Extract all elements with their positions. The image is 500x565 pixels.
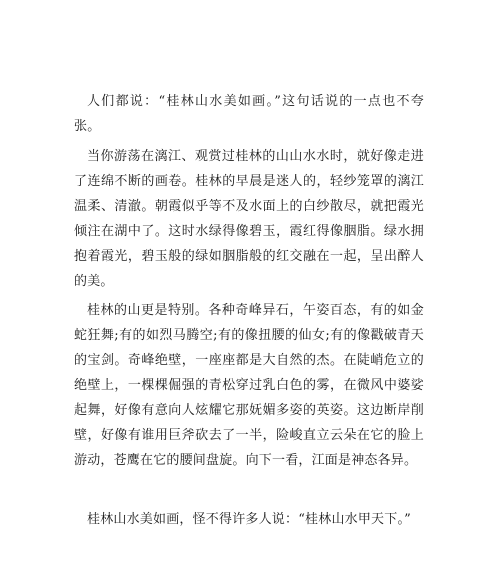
paragraph-intro: 人们都说：“桂林山水美如画。”这句话说的一点也不夸张。 bbox=[74, 94, 424, 134]
paragraph-guilin-mountains: 桂林的山更是特别。各种奇峰异石，午姿百态，有的如金蛇狂舞;有的如烈马腾空;有的像扭腰的仙女;有的像戳破青天的宝剑。奇峰绝壁，一座座都是大自然的杰。在陡峭危立的绝壁上，一棵棵倔强的青松穿过乳白色的雾，在微风中婆娑起舞，好像有意向人炫耀它那妩媚多姿的英姿。这边断岸削壁，好像有谁用巨斧砍去了一半，险峻直立云朵在它的脸上游动，苍鹰在它的腰间盘旋。向下一看，江面是神态各异。 bbox=[74, 303, 424, 468]
paragraph-lijiang-morning: 当你游荡在漓江、观赏过桂林的山山水水时，就好像走进了连绵不断的画卷。桂林的早晨是迷人的，轻纱笼罩的漓江温柔、清澈。朝霞似乎等不及水面上的白纱散尽，就把霞光倾注在湖中了。这时水绿得像碧玉，霞红得像胭脂。绿水拥抱着霞光，碧玉般的绿如胭脂般的红交融在一起，呈出醉人的美。 bbox=[74, 149, 424, 289]
paragraph-conclusion: 桂林山水美如画，怪不得许多人说：“桂林山水甲天下。” bbox=[87, 512, 411, 527]
